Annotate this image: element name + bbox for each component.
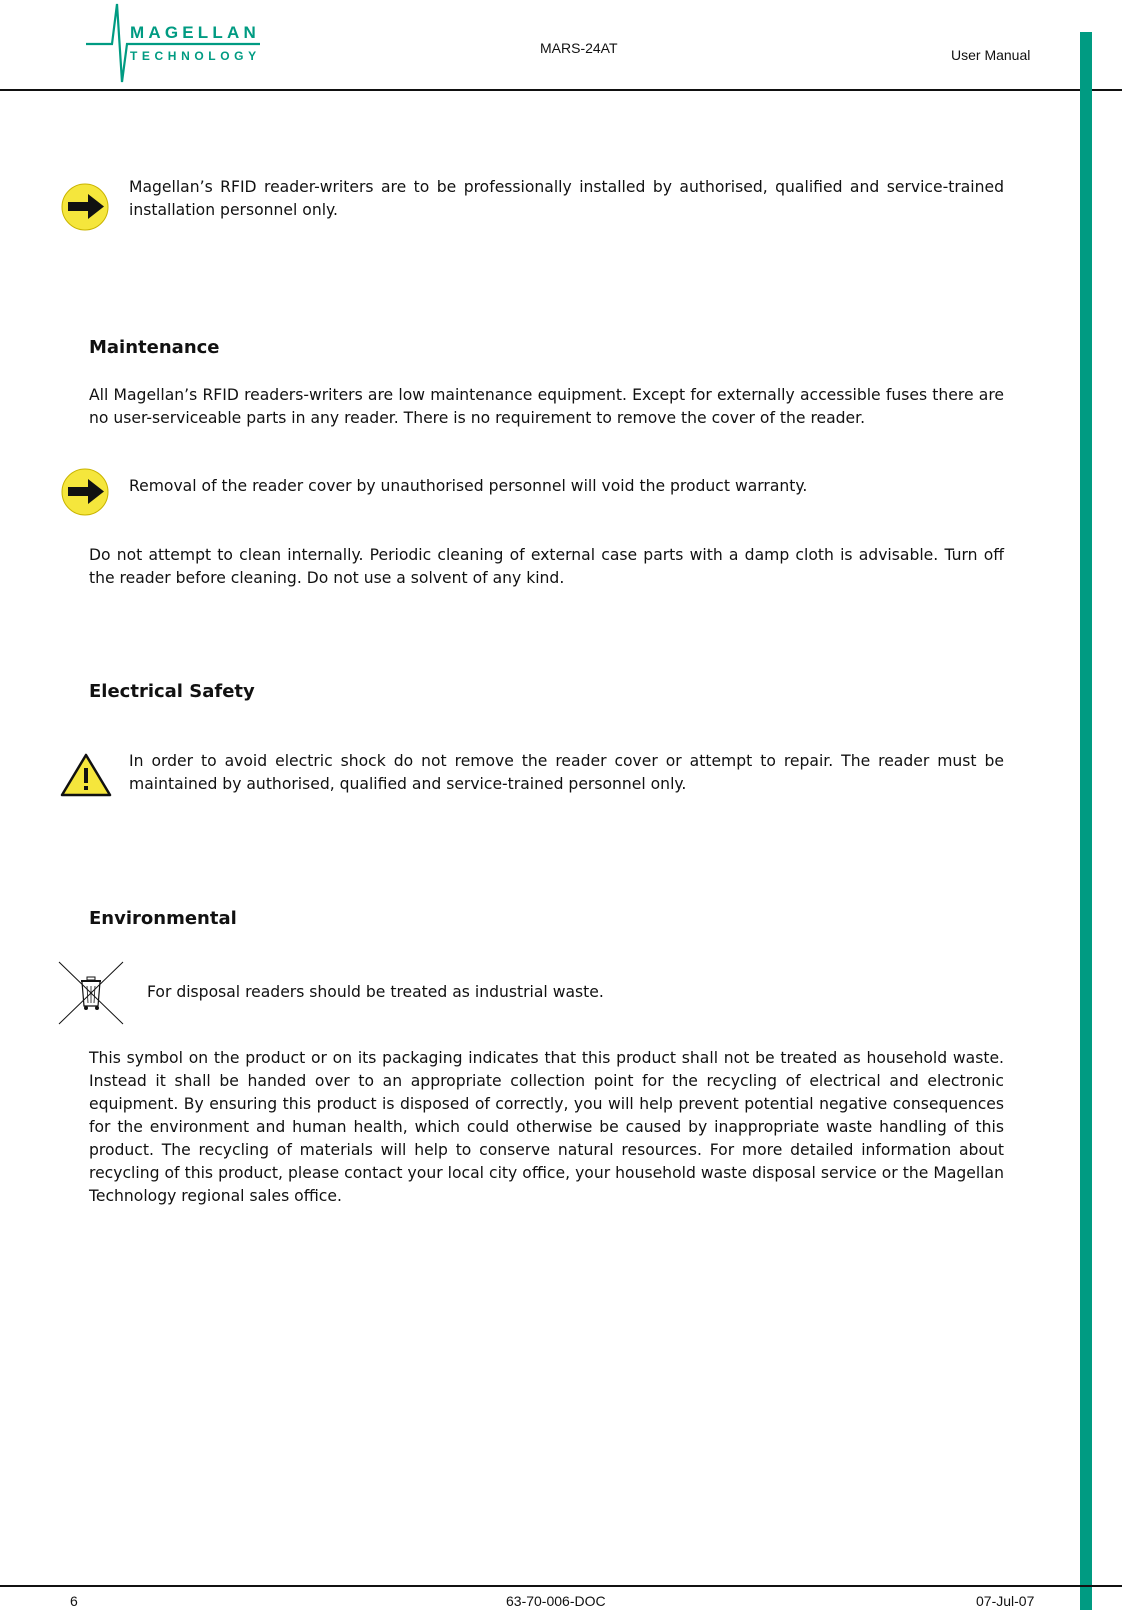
page-number: 6	[70, 1593, 78, 1609]
footer-rule	[0, 1585, 1122, 1587]
header-rule	[0, 89, 1122, 91]
header	[0, 0, 1122, 92]
maintenance-paragraph-1: All Magellan’s RFID readers-writers are low maintenance equipment. Except for externally accessible fuses there are no user-serviceable parts in any reader. There is no requirement to remove the cover of the reader.	[89, 386, 1004, 427]
disposal-notice-text: For disposal readers should be treated as industrial waste.	[147, 983, 604, 1001]
shock-warning-text: In order to avoid electric shock do not remove the reader cover or attempt to repair. The reader must be maintained by authorised, qualified and service-trained personnel only.	[129, 752, 1004, 793]
installation-notice-text: Magellan’s RFID reader-writers are to be professionally installed by authorised, qualified and service-trained installation personnel only.	[129, 178, 1004, 219]
doc-title: MARS-24AT	[540, 40, 618, 56]
doc-date: 07-Jul-07	[976, 1593, 1035, 1609]
electrical-safety-heading: Electrical Safety	[89, 681, 255, 702]
environmental-paragraph: This symbol on the product or on its packaging indicates that this product shall not be treated as household waste. Instead it shall be handed over to an appropriate collection point for the recycling of electrical and electronic equipment. By ensuring this product is disposed of correctly, you will help prevent potential negative consequences for the environment and human health, which could otherwise be caused by inappropriate waste handling of this product. The recycling of materials will help to conserve natural resources. For more detailed information about recycling of this product, please contact your local city office, your household waste disposal service or the Magellan Technology regional sales office.	[89, 1049, 1004, 1205]
maintenance-heading: Maintenance	[89, 337, 220, 358]
logo-top-text: MAGELLAN	[130, 23, 260, 42]
doc-number: 63-70-006-DOC	[506, 1593, 606, 1609]
warning-triangle-icon	[59, 752, 113, 798]
weee-crossed-bin-icon	[57, 960, 125, 1026]
logo-bottom-text: TECHNOLOGY	[130, 49, 261, 63]
arrow-notice-icon	[60, 467, 110, 517]
side-accent-bar	[1080, 32, 1092, 1610]
arrow-notice-icon	[60, 182, 110, 232]
manual-label: User Manual	[951, 47, 1031, 63]
maintenance-paragraph-2: Do not attempt to clean internally. Periodic cleaning of external case parts with a damp cloth is advisable. Turn off the reader before cleaning. Do not use a solvent of any kind.	[89, 546, 1004, 587]
magellan-logo	[86, 0, 276, 86]
environmental-heading: Environmental	[89, 908, 237, 929]
warranty-notice-text: Removal of the reader cover by unauthorised personnel will void the product warranty.	[129, 477, 808, 495]
